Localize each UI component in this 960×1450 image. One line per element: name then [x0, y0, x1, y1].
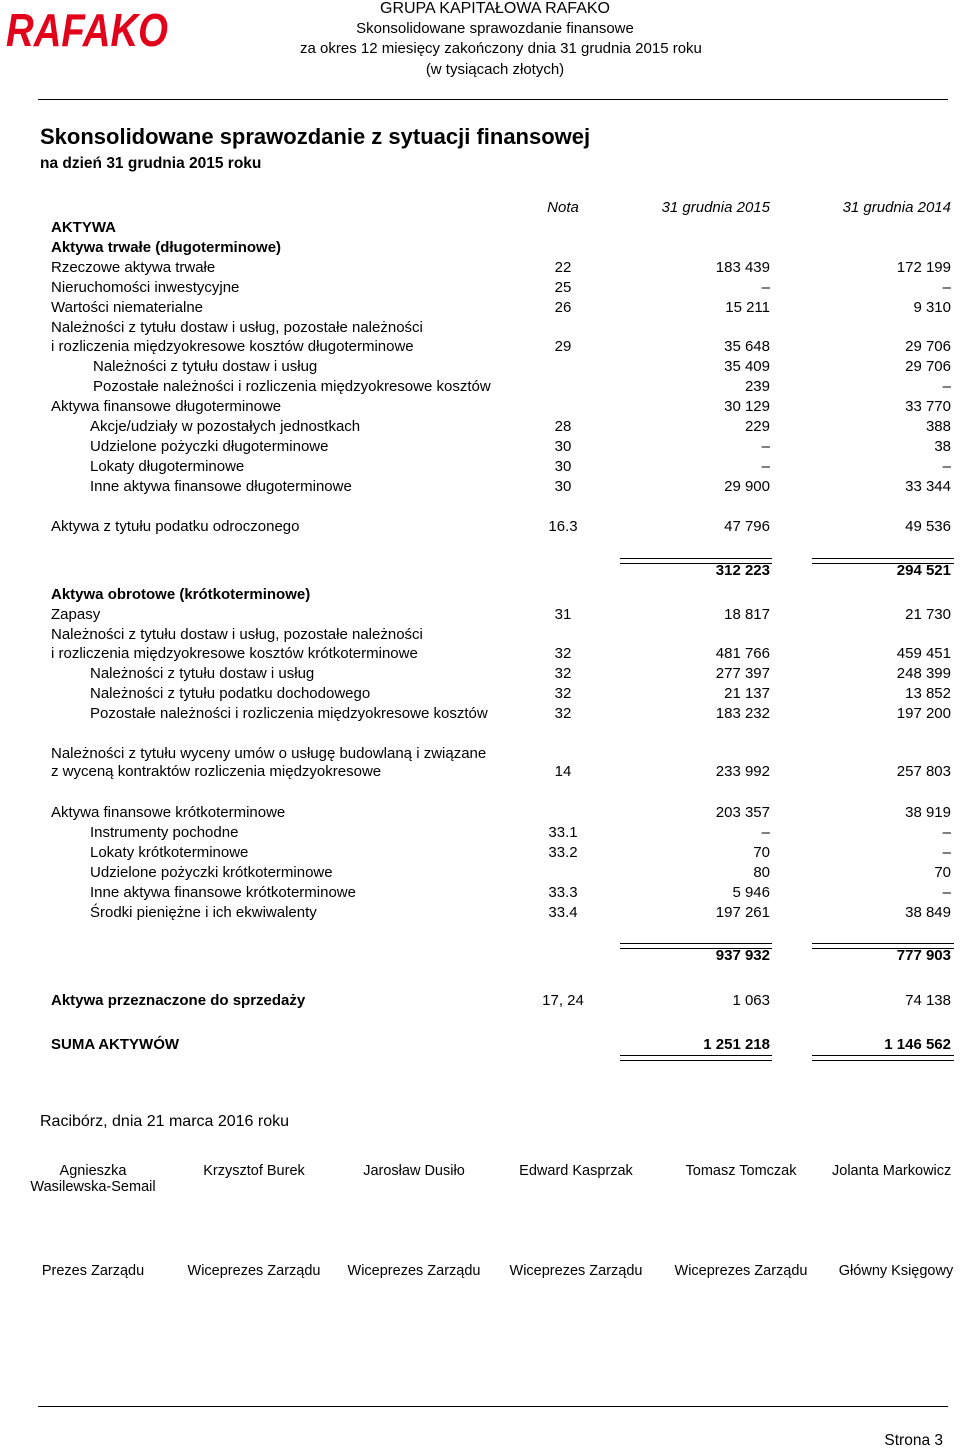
row-nota: 30 — [554, 458, 572, 475]
value-2014: 33 770 — [905, 398, 951, 415]
row-label: i rozliczenia międzyokresowe kosztów długoterminowe — [51, 338, 414, 355]
value-2015: 203 357 — [715, 804, 770, 821]
page-number: Strona 3 — [884, 1432, 943, 1449]
row-aktywa — [0, 219, 960, 239]
row-finansowe-kr — [0, 804, 960, 824]
col-2014: 31 grudnia 2014 — [842, 199, 951, 216]
value-2015: 47 796 — [724, 518, 770, 535]
value-2014: 257 803 — [896, 763, 951, 780]
value-2015: 21 137 — [724, 685, 770, 702]
value-2014: 197 200 — [896, 705, 951, 722]
place-date: Racibórz, dnia 21 marca 2016 roku — [40, 1113, 290, 1130]
row-nota: 17, 24 — [542, 992, 584, 1009]
value-2014: 33 344 — [905, 478, 951, 495]
header-unit: (w tysiącach złotych) — [425, 61, 565, 78]
row-podatek-odroczony — [0, 518, 960, 538]
row-nota: 29 — [554, 338, 572, 355]
row-suma-trwale — [0, 562, 960, 582]
value-2015: 481 766 — [715, 645, 770, 662]
value-2015: – — [761, 279, 770, 296]
row-label: Lokaty długoterminowe — [90, 458, 245, 475]
row-nota: 32 — [554, 665, 572, 682]
value-2014: – — [942, 279, 951, 296]
row-naleznosci-dl-dostaw — [0, 358, 960, 378]
row-suma-aktywow — [0, 1036, 960, 1056]
row-label: Instrumenty pochodne — [90, 824, 239, 841]
signature-role: Wiceprezes Zarządu — [347, 1263, 481, 1279]
value-2014: 1 146 562 — [884, 1036, 951, 1053]
row-label: Udzielone pożyczki krótkoterminowe — [90, 864, 333, 881]
row-nota: 25 — [554, 279, 572, 296]
row-label: AKTYWA — [51, 219, 116, 236]
signature-name-line1: Agnieszka — [59, 1163, 127, 1179]
row-nieruchomosci — [0, 279, 960, 299]
page-subtitle: na dzień 31 grudnia 2015 roku — [40, 155, 262, 172]
signature-role: Wiceprezes Zarządu — [187, 1263, 321, 1279]
value-2014: 388 — [925, 418, 951, 435]
signature-role: Prezes Zarządu — [41, 1263, 145, 1279]
value-2015: 197 261 — [715, 904, 770, 921]
row-suma-obrotowe — [0, 947, 960, 967]
row-aktywa-obrotowe — [0, 586, 960, 606]
value-2015: 70 — [753, 844, 770, 861]
row-label: Inne aktywa finansowe długoterminowe — [90, 478, 352, 495]
row-aktywa-trwale — [0, 239, 960, 259]
row-label: Zapasy — [51, 606, 101, 623]
value-2014: 777 903 — [896, 947, 951, 964]
signature-role: Główny Księgowy — [838, 1263, 954, 1279]
col-nota: Nota — [547, 199, 579, 216]
value-2014: 38 — [934, 438, 951, 455]
row-nota: 31 — [554, 606, 572, 623]
value-2014: 248 399 — [896, 665, 951, 682]
row-label: Pozostałe należności i rozliczenia międzyokresowe kosztów — [90, 705, 488, 722]
value-2015: 277 397 — [715, 665, 770, 682]
value-2014: 38 849 — [905, 904, 951, 921]
signature-name: Jolanta Markowicz — [832, 1163, 952, 1179]
row-inne-kr — [0, 884, 960, 904]
value-2015: – — [761, 458, 770, 475]
row-srodki-pieniezne — [0, 904, 960, 924]
value-2015: 1 063 — [732, 992, 770, 1009]
header-period: za okres 12 miesięcy zakończony dnia 31 grudnia 2015 roku — [300, 40, 702, 57]
value-2015: 937 932 — [715, 947, 770, 964]
row-nota: 33.3 — [548, 884, 578, 901]
value-2014: 13 852 — [905, 685, 951, 702]
header-rule — [38, 99, 948, 100]
row-label: Aktywa finansowe krótkoterminowe — [51, 804, 286, 821]
value-2015: 229 — [744, 418, 770, 435]
value-2014: 9 310 — [913, 299, 951, 316]
value-2015: 183 439 — [715, 259, 770, 276]
row-niematerialne — [0, 299, 960, 319]
row-naleznosci-dl-2 — [0, 338, 960, 358]
row-label: Należności z tytułu podatku dochodowego — [90, 685, 371, 702]
signature-name: Krzysztof Burek — [203, 1163, 305, 1179]
row-label: Pozostałe należności i rozliczenia międzyokresowe kosztów — [93, 378, 491, 395]
row-naleznosci-kr-pozostale — [0, 705, 960, 725]
row-label: z wyceną kontraktów rozliczenia międzyokresowe — [51, 763, 382, 780]
row-rzeczowe — [0, 259, 960, 279]
value-2015: 35 409 — [724, 358, 770, 375]
row-zapasy — [0, 606, 960, 626]
value-2014: 172 199 — [896, 259, 951, 276]
signature-name: Tomasz Tomczak — [685, 1163, 797, 1179]
value-2015: 1 251 218 — [703, 1036, 770, 1053]
row-label: Udzielone pożyczki długoterminowe — [90, 438, 329, 455]
header-report: Skonsolidowane sprawozdanie finansowe — [356, 20, 634, 37]
value-2015: 35 648 — [724, 338, 770, 355]
signature-name: Edward Kasprzak — [519, 1163, 633, 1179]
value-2014: – — [942, 458, 951, 475]
row-wycena-1 — [0, 745, 960, 765]
row-do-sprzedazy — [0, 992, 960, 1012]
value-2015: 18 817 — [724, 606, 770, 623]
value-2015: 5 946 — [732, 884, 770, 901]
value-2015: 312 223 — [715, 562, 770, 579]
row-pozyczki-kr — [0, 864, 960, 884]
row-lokaty-kr — [0, 844, 960, 864]
row-label: Rzeczowe aktywa trwałe — [51, 259, 216, 276]
value-2014: 21 730 — [905, 606, 951, 623]
value-2015: 30 129 — [724, 398, 770, 415]
row-label: Akcje/udziały w pozostałych jednostkach — [90, 418, 361, 435]
value-2014: 70 — [934, 864, 951, 881]
row-nota: 14 — [554, 763, 572, 780]
row-label: Aktywa obrotowe (krótkoterminowe) — [51, 586, 311, 603]
signature-role: Wiceprezes Zarządu — [509, 1263, 643, 1279]
row-nota: 22 — [554, 259, 572, 276]
row-label: Należności z tytułu dostaw i usług — [90, 665, 315, 682]
row-nota: 30 — [554, 478, 572, 495]
col-2015: 31 grudnia 2015 — [661, 199, 770, 216]
row-label: Należności z tytułu dostaw i usług, pozostałe należności — [51, 626, 423, 643]
row-wycena-2 — [0, 763, 960, 783]
row-label: Środki pieniężne i ich ekwiwalenty — [90, 904, 317, 921]
row-label: Należności z tytułu wyceny umów o usługę budowlaną i związane — [51, 745, 487, 762]
signature-name — [22, 1163, 164, 1195]
header-company: GRUPA KAPITAŁOWA RAFAKO — [380, 0, 610, 17]
row-nota: 33.2 — [548, 844, 578, 861]
row-nota: 33.1 — [548, 824, 578, 841]
value-2015: 29 900 — [724, 478, 770, 495]
row-label: Aktywa trwałe (długoterminowe) — [51, 239, 282, 256]
row-naleznosci-kr-2 — [0, 645, 960, 665]
signature-name: Jarosław Dusiło — [363, 1163, 465, 1179]
row-label: Wartości niematerialne — [51, 299, 203, 316]
row-instrumenty — [0, 824, 960, 844]
row-naleznosci-kr-dostaw — [0, 665, 960, 685]
value-2014: – — [942, 378, 951, 395]
total-rule-2014 — [812, 1055, 954, 1061]
value-2015: 239 — [744, 378, 770, 395]
row-label: Należności z tytułu dostaw i usług — [93, 358, 318, 375]
row-nota: 30 — [554, 438, 572, 455]
row-nota: 32 — [554, 685, 572, 702]
row-inne-dl — [0, 478, 960, 498]
value-2014: 38 919 — [905, 804, 951, 821]
total-rule-2015 — [620, 1055, 772, 1061]
row-label: Należności z tytułu dostaw i usług, pozostałe należności — [51, 319, 423, 336]
value-2015: 233 992 — [715, 763, 770, 780]
row-label: Aktywa z tytułu podatku odroczonego — [51, 518, 300, 535]
value-2014: 29 706 — [905, 338, 951, 355]
row-nota: 26 — [554, 299, 572, 316]
row-nota: 28 — [554, 418, 572, 435]
value-2015: 15 211 — [725, 299, 770, 316]
row-label: i rozliczenia międzyokresowe kosztów krótkoterminowe — [51, 645, 418, 662]
footer-rule — [38, 1406, 948, 1407]
row-naleznosci-dl-1 — [0, 319, 960, 339]
rafako-logo — [4, 4, 170, 56]
value-2014: 29 706 — [905, 358, 951, 375]
row-lokaty-dl — [0, 458, 960, 478]
row-akcje — [0, 418, 960, 438]
row-finansowe-dl — [0, 398, 960, 418]
row-naleznosci-kr-1 — [0, 626, 960, 646]
value-2014: – — [942, 844, 951, 861]
value-2014: – — [942, 824, 951, 841]
value-2015: – — [761, 824, 770, 841]
row-pozyczki-dl — [0, 438, 960, 458]
row-nota: 32 — [554, 705, 572, 722]
value-2015: 183 232 — [715, 705, 770, 722]
row-label: Lokaty krótkoterminowe — [90, 844, 249, 861]
row-nota: 16.3 — [548, 518, 578, 535]
signature-name-line2: Wasilewska-Semail — [30, 1179, 156, 1195]
row-nota: 32 — [554, 645, 572, 662]
row-naleznosci-dl-pozostale — [0, 378, 960, 398]
value-2015: 80 — [753, 864, 770, 881]
row-naleznosci-kr-podatek — [0, 685, 960, 705]
value-2014: – — [942, 884, 951, 901]
row-label: Inne aktywa finansowe krótkoterminowe — [90, 884, 356, 901]
value-2014: 74 138 — [905, 992, 951, 1009]
value-2015: – — [761, 438, 770, 455]
row-nota: 33.4 — [548, 904, 578, 921]
row-label: Aktywa finansowe długoterminowe — [51, 398, 282, 415]
page-title: Skonsolidowane sprawozdanie z sytuacji finansowej — [40, 124, 591, 149]
value-2014: 49 536 — [905, 518, 951, 535]
value-2014: 294 521 — [896, 562, 951, 579]
svg-text:RAFAKO: RAFAKO — [6, 4, 169, 56]
row-label: Nieruchomości inwestycyjne — [51, 279, 240, 296]
row-label: Aktywa przeznaczone do sprzedaży — [51, 992, 306, 1009]
row-label: SUMA AKTYWÓW — [51, 1036, 180, 1053]
value-2014: 459 451 — [896, 645, 951, 662]
signature-role: Wiceprezes Zarządu — [674, 1263, 808, 1279]
